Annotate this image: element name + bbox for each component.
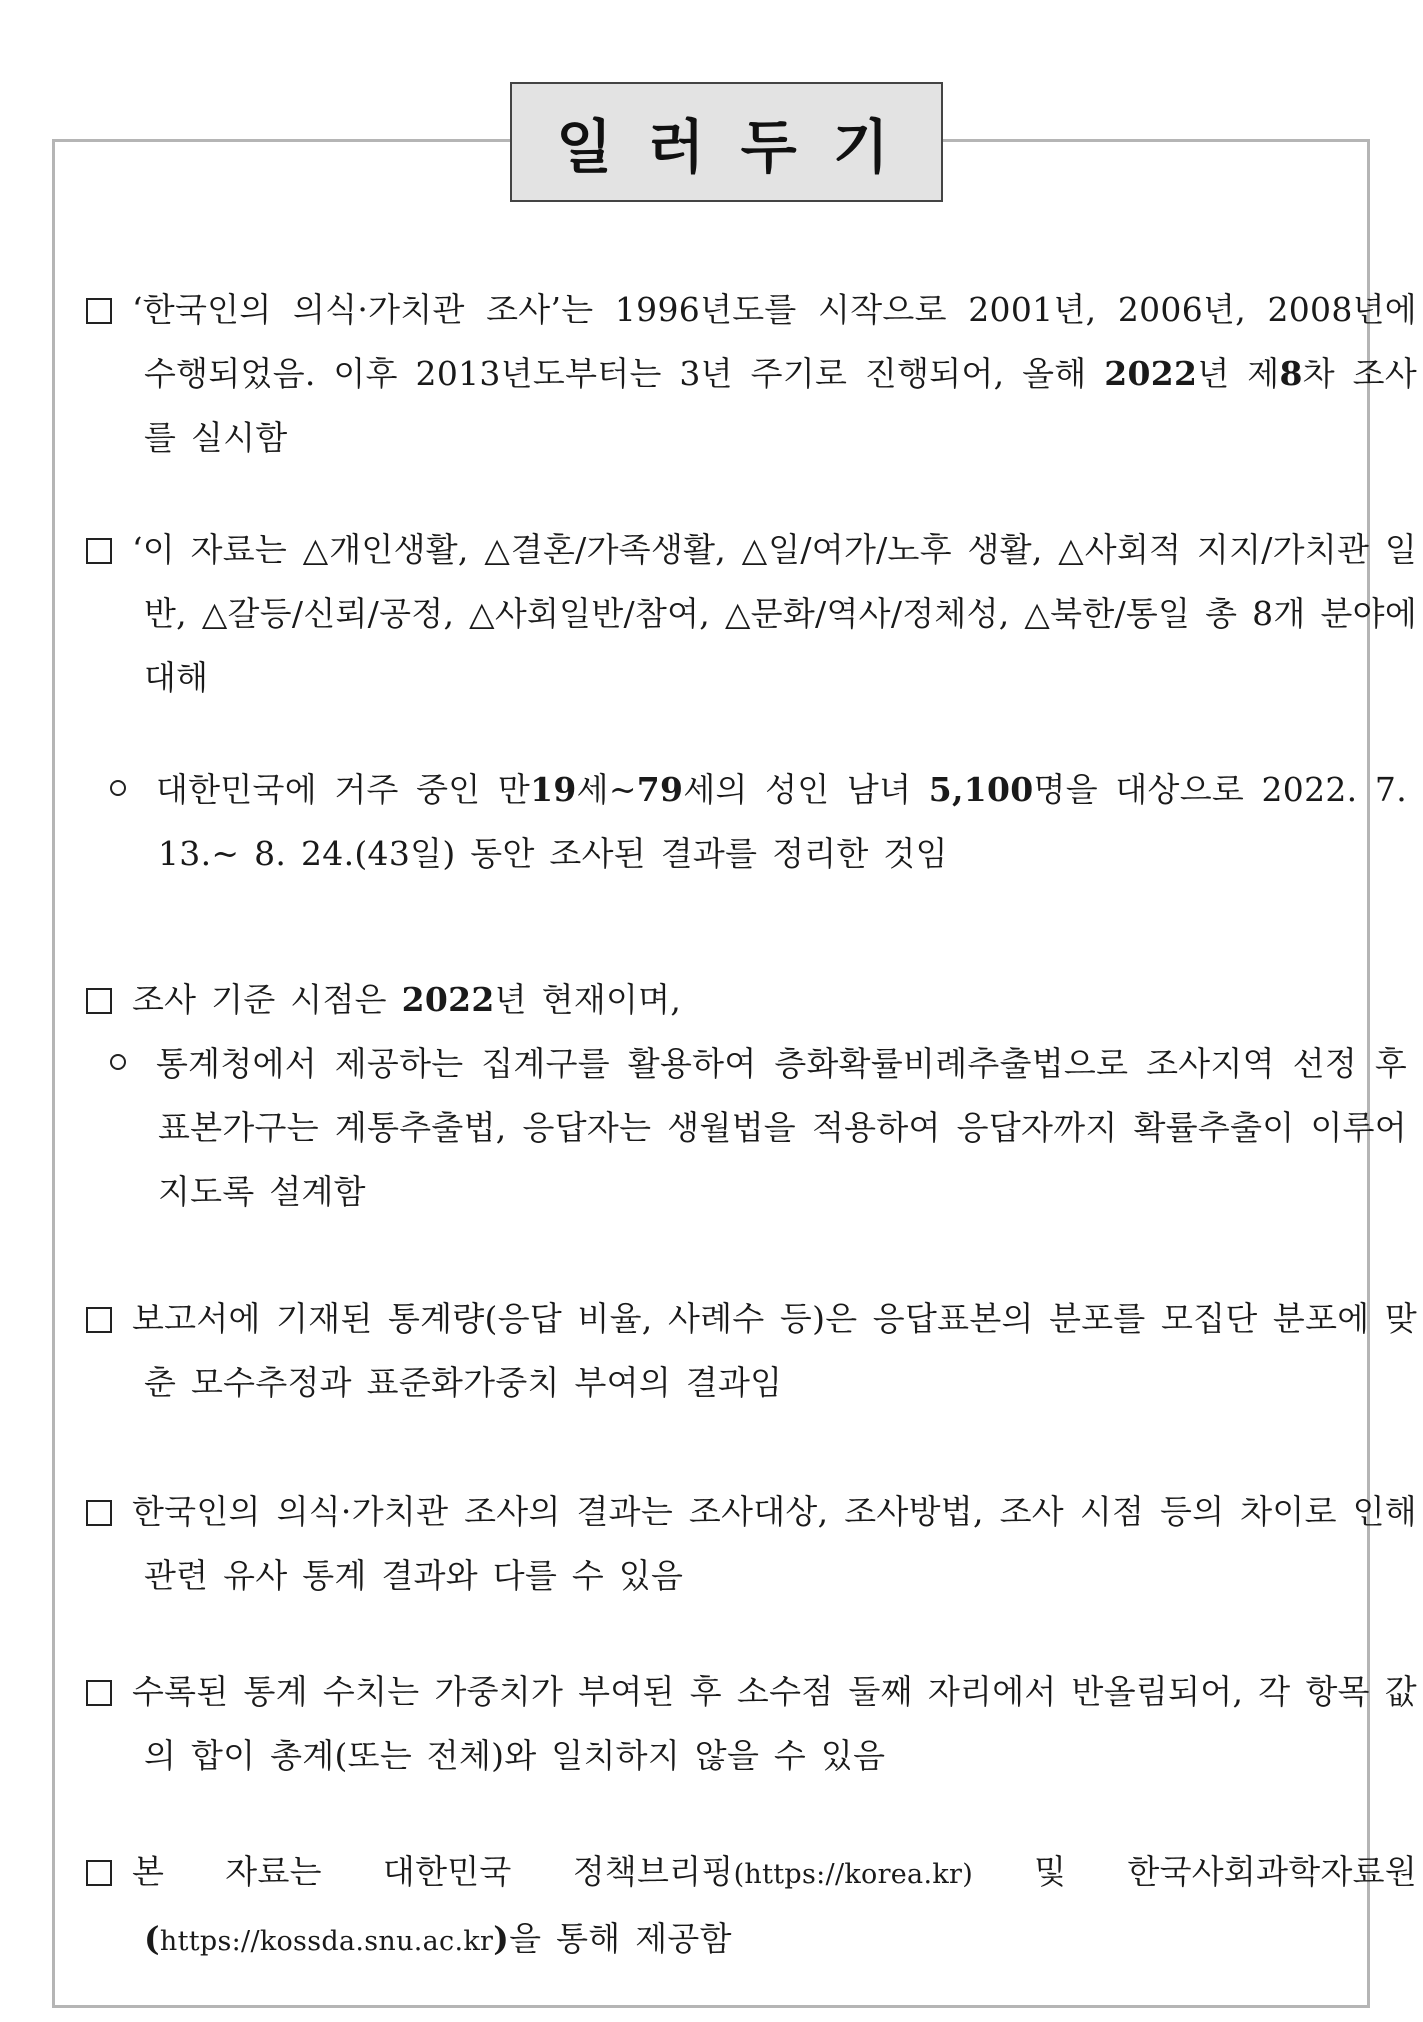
text-run: 2022 bbox=[401, 980, 495, 1019]
notice-text bbox=[156, 770, 1407, 873]
text-run: 년 제 bbox=[1197, 354, 1280, 393]
text-run: 본 자료는 대한민국 정책브리핑 bbox=[132, 1852, 734, 1891]
text-run: 세~ bbox=[576, 770, 637, 809]
notice-text bbox=[156, 1044, 1407, 1211]
notice-item-5 bbox=[86, 1480, 1417, 1608]
circle-bullet-icon bbox=[110, 780, 126, 796]
text-run: 8 bbox=[1279, 354, 1303, 393]
text-run: 한국인의 의식·가치관 조사의 결과는 조사대상, 조사방법, 조사 시점 등의 차이로 인해 관련 유사 통계 결과와 다를 수 있음 bbox=[132, 1492, 1417, 1595]
text-run: 5,100 bbox=[928, 770, 1034, 809]
notice-text bbox=[132, 980, 681, 1019]
checkbox-icon bbox=[86, 1500, 112, 1526]
text-run: 세의 성인 남녀 bbox=[683, 770, 929, 809]
text-run: 및 한국사회과학자료원 bbox=[973, 1852, 1417, 1891]
text-run: 2022 bbox=[1104, 354, 1198, 393]
notice-text bbox=[132, 1299, 1417, 1402]
checkbox-icon bbox=[86, 538, 112, 564]
text-run: 을 통해 제공함 bbox=[509, 1919, 732, 1958]
text-run: 79 bbox=[636, 770, 684, 809]
notice-text bbox=[132, 290, 1417, 457]
notice-subitem-1 bbox=[110, 758, 1407, 886]
notice-item-6 bbox=[86, 1660, 1417, 1788]
text-run: ( bbox=[144, 1919, 160, 1958]
checkbox-icon bbox=[86, 988, 112, 1014]
checkbox-icon bbox=[86, 1307, 112, 1333]
text-run: (https://korea.kr) bbox=[733, 1859, 974, 1890]
notice-item-7 bbox=[86, 1840, 1417, 1974]
checkbox-icon bbox=[86, 1680, 112, 1706]
text-run: ‘한국인의 의식·가치관 조사’는 1996년도를 시작으로 2001년, 2006년, 2008년에 수행되었음. 이후 2013년도부터는 3년 주기로 진행되어, 올해 bbox=[132, 290, 1417, 393]
circle-bullet-icon bbox=[110, 1054, 126, 1070]
text-run: 차 조사를 실시함 bbox=[144, 354, 1417, 457]
text-run: 수록된 통계 수치는 가중치가 부여된 후 소수점 둘째 자리에서 반올림되어, 각 항목 값의 합이 총계(또는 전체)와 일치하지 않을 수 있음 bbox=[132, 1672, 1417, 1775]
notice-item-4 bbox=[86, 1287, 1417, 1415]
text-run: 조사 기준 시점은 bbox=[132, 980, 402, 1019]
text-run: 19 bbox=[530, 770, 577, 809]
notice-item-2 bbox=[86, 518, 1417, 710]
text-run: 대한민국에 거주 중인 만 bbox=[156, 770, 531, 809]
checkbox-icon bbox=[86, 1860, 112, 1886]
text-run: ) bbox=[493, 1919, 510, 1958]
text-run: 년 현재이며, bbox=[494, 980, 682, 1019]
notice-text bbox=[132, 1852, 1417, 1958]
page-title-text: 일 러 두 기 bbox=[556, 113, 897, 181]
page-title bbox=[510, 82, 943, 202]
notice-text bbox=[132, 1492, 1417, 1595]
notice-item-3 bbox=[86, 968, 1417, 1032]
text-run: ‘이 자료는 △개인생활, △결혼/가족생활, △일/여가/노후 생활, △사회적 지지/가치관 일반, △갈등/신뢰/공정, △사회일반/참여, △문화/역사/정체성, △북한/통일 총 8개 분야에 대해 bbox=[132, 530, 1417, 697]
text-run: https://kossda.snu.ac.kr bbox=[159, 1926, 494, 1957]
checkbox-icon bbox=[86, 298, 112, 324]
text-run: 보고서에 기재된 통계량(응답 비율, 사례수 등)은 응답표본의 분포를 모집단 분포에 맞춘 모수추정과 표준화가중치 부여의 결과임 bbox=[132, 1299, 1417, 1402]
notice-text bbox=[132, 530, 1417, 697]
text-run: 명을 대상으로 2022. 7. 13.~ 8. 24.(43일) 동안 조사된 결과를 정리한 것임 bbox=[158, 770, 1407, 873]
notice-item-1 bbox=[86, 278, 1417, 470]
text-run: 통계청에서 제공하는 집계구를 활용하여 층화확률비례추출법으로 조사지역 선정 후 표본가구는 계통추출법, 응답자는 생월법을 적용하여 응답자까지 확률추출이 이루어지도록 설계함 bbox=[156, 1044, 1407, 1211]
notice-text bbox=[132, 1672, 1417, 1775]
notice-subitem-2 bbox=[110, 1032, 1407, 1224]
